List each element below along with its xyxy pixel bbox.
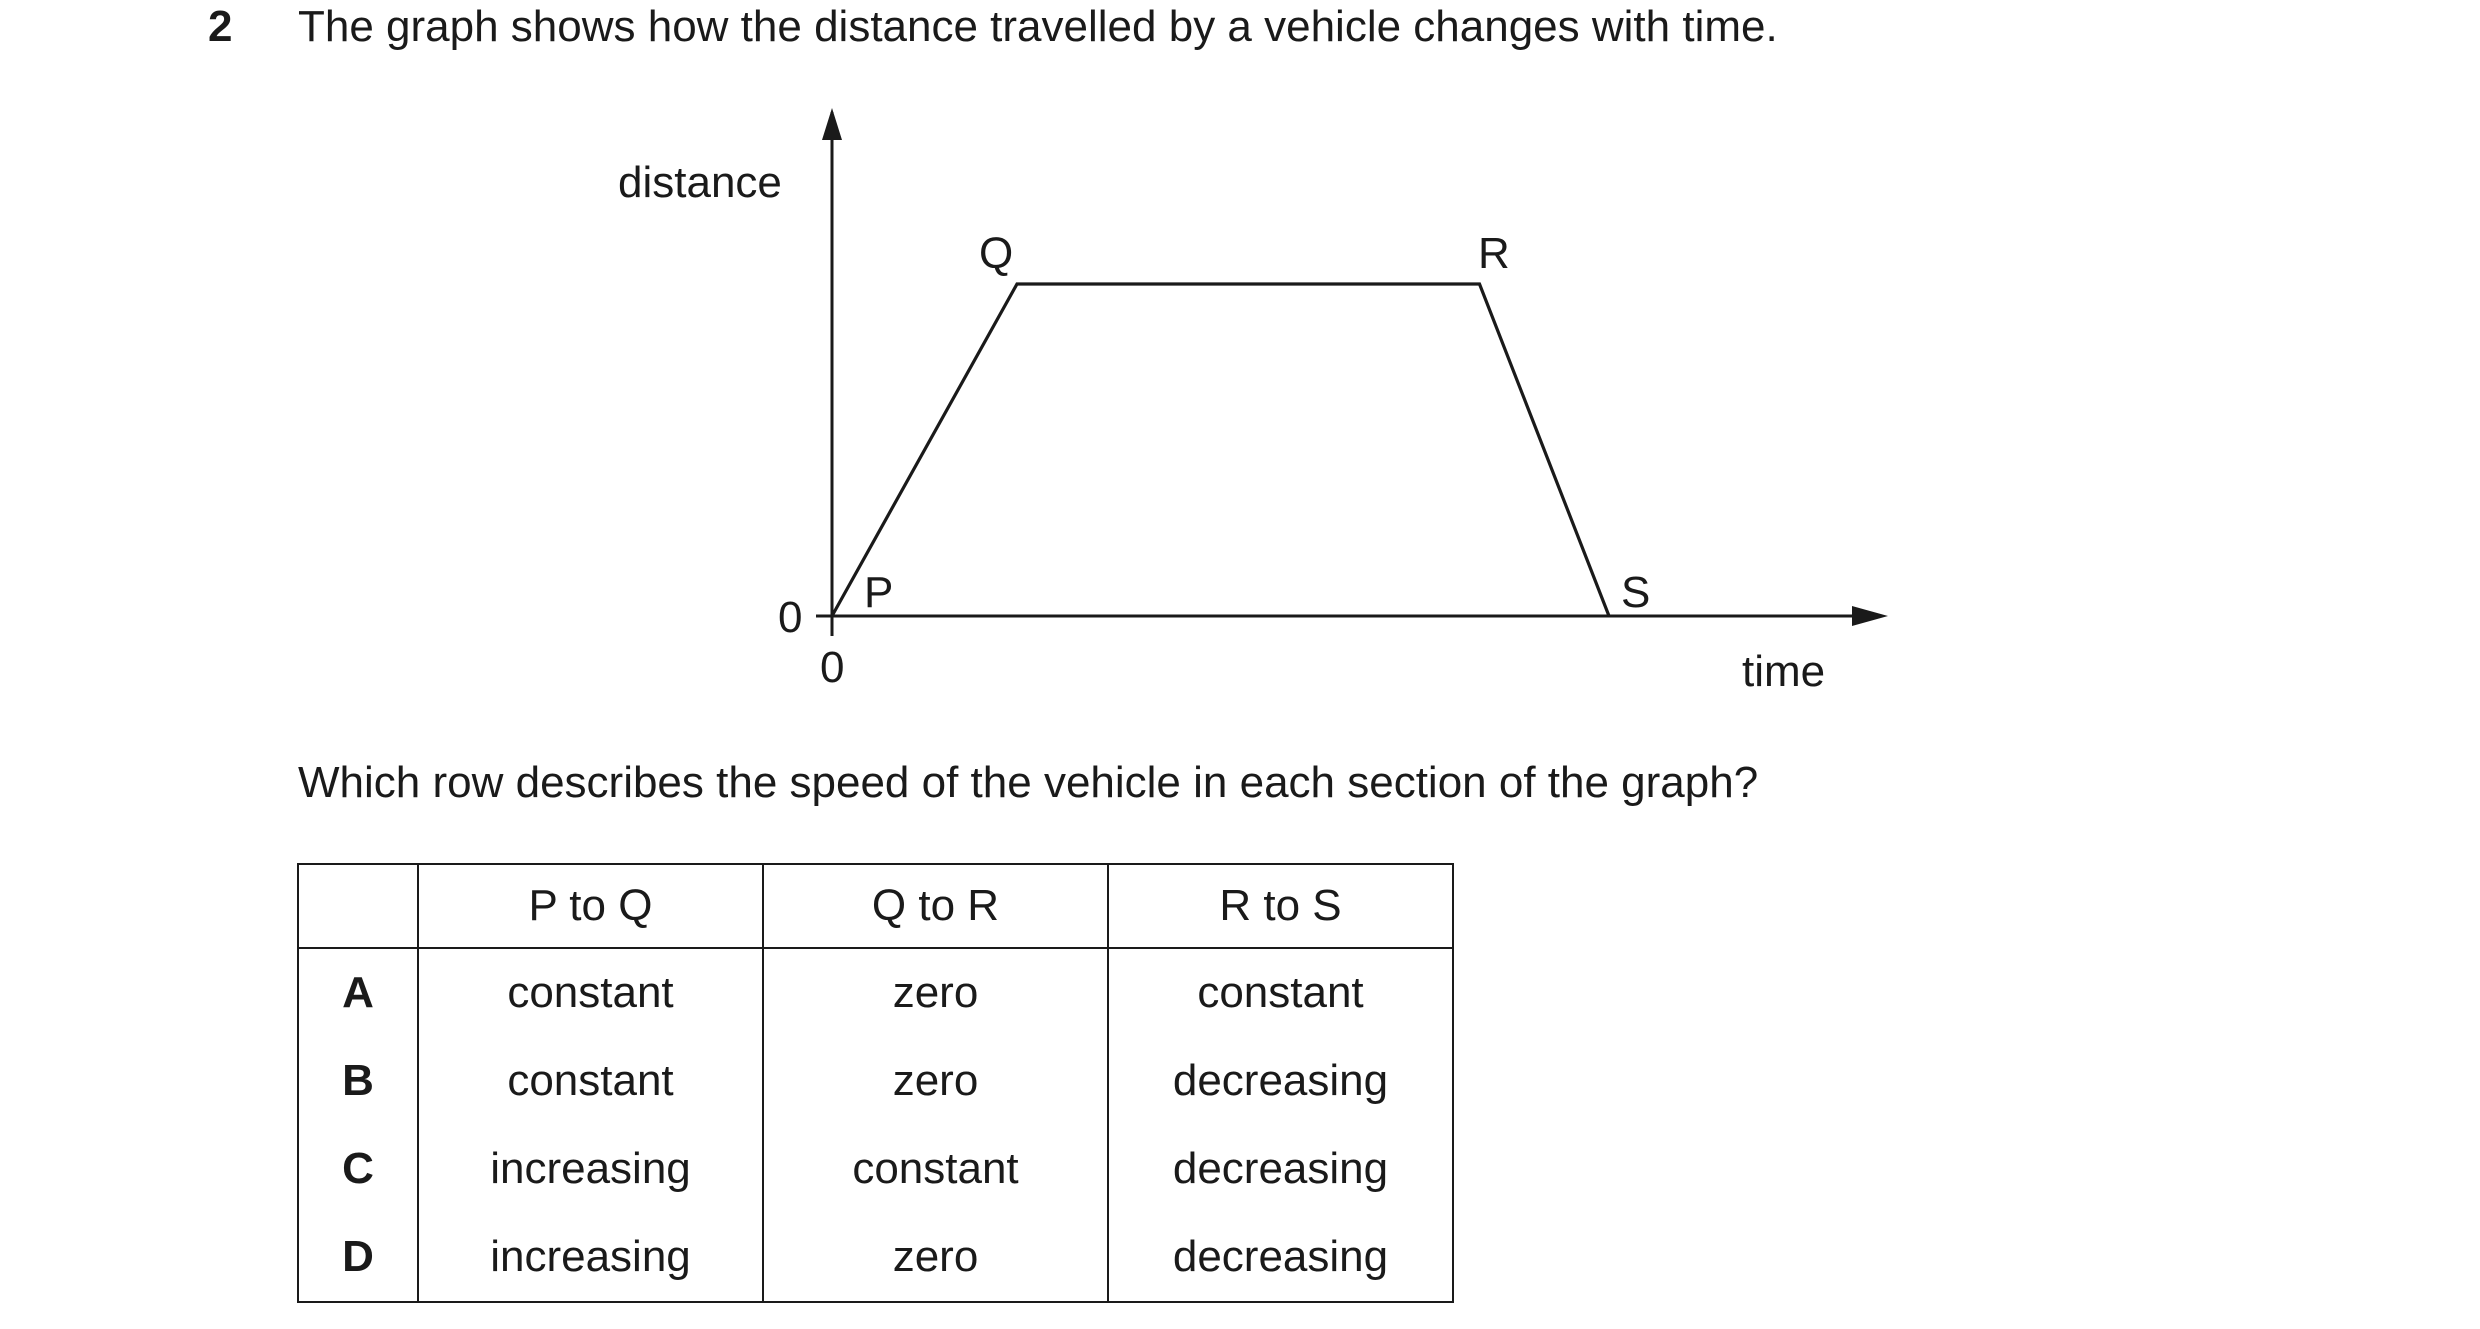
- x-axis-arrow: [1852, 606, 1888, 626]
- table-cell: increasing: [418, 1213, 763, 1302]
- table-header-r-to-s: R to S: [1108, 864, 1453, 948]
- question-number: 2: [208, 2, 233, 51]
- row-key: C: [298, 1125, 418, 1213]
- question-stem: The graph shows how the distance travelled by a vehicle changes with time.: [298, 2, 1778, 51]
- y-origin-label: 0: [778, 593, 803, 642]
- row-key: D: [298, 1213, 418, 1302]
- table-row[interactable]: [298, 1125, 1453, 1213]
- table-cell: constant: [763, 1125, 1108, 1213]
- table-cell: decreasing: [1108, 1125, 1453, 1213]
- table-cell: zero: [763, 948, 1108, 1037]
- table-cell: constant: [418, 948, 763, 1037]
- table-cell: zero: [763, 1213, 1108, 1302]
- distance-time-line: [832, 284, 1609, 616]
- table-header-q-to-r: Q to R: [763, 864, 1108, 948]
- x-axis-label: time: [1742, 647, 1826, 696]
- question-prompt: Which row describes the speed of the vehicle in each section of the graph?: [298, 758, 1759, 807]
- x-origin-label: 0: [820, 643, 845, 692]
- table-header-row: [298, 864, 1453, 948]
- table-cell: decreasing: [1108, 1213, 1453, 1302]
- table-row[interactable]: [298, 1213, 1453, 1302]
- table-cell: constant: [1108, 948, 1453, 1037]
- answer-table: [297, 863, 1454, 1303]
- point-label-s: S: [1621, 568, 1651, 617]
- table-header-blank: [298, 864, 418, 948]
- table-cell: increasing: [418, 1125, 763, 1213]
- point-label-p: P: [864, 568, 894, 617]
- table-cell: constant: [418, 1037, 763, 1125]
- point-label-q: Q: [979, 229, 1014, 278]
- table-cell: zero: [763, 1037, 1108, 1125]
- y-axis-arrow: [822, 108, 842, 140]
- table-header-p-to-q: P to Q: [418, 864, 763, 948]
- table-row[interactable]: [298, 1037, 1453, 1125]
- table-row[interactable]: [298, 948, 1453, 1037]
- point-label-r: R: [1478, 229, 1510, 278]
- row-key: B: [298, 1037, 418, 1125]
- y-axis-label: distance: [618, 158, 782, 207]
- row-key: A: [298, 948, 418, 1037]
- table-cell: decreasing: [1108, 1037, 1453, 1125]
